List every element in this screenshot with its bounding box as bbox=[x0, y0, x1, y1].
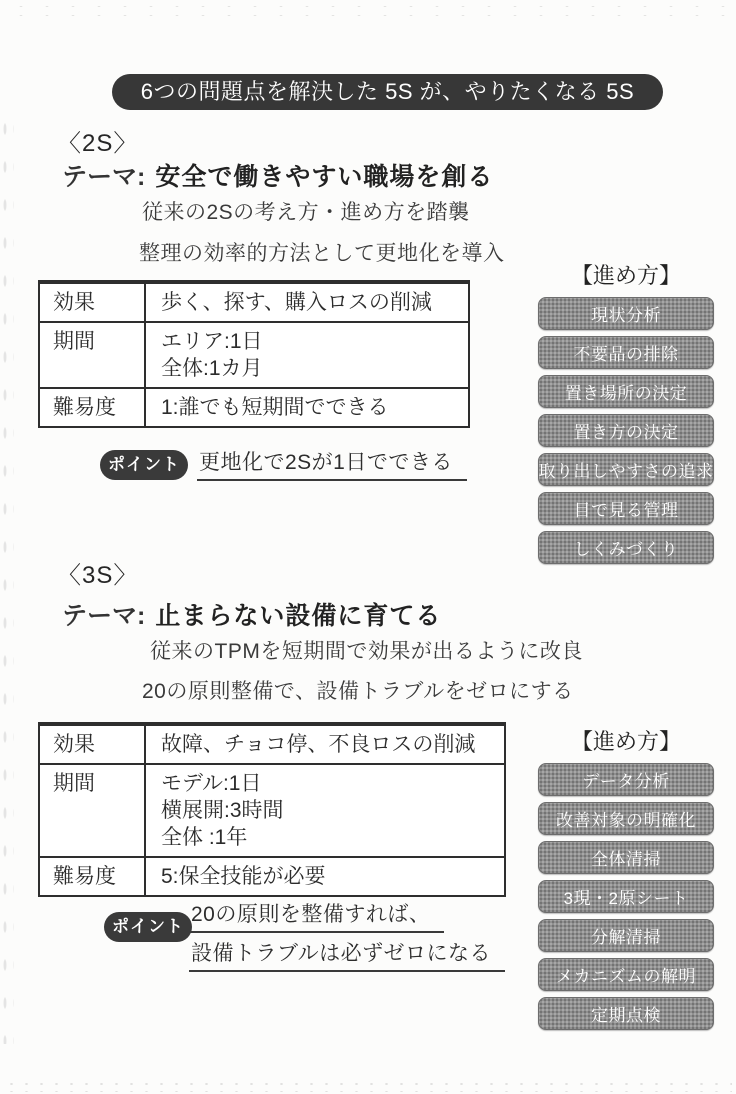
step-item: データ分析 bbox=[538, 763, 714, 796]
theme-line-2s bbox=[62, 157, 493, 193]
step-item: 置き方の決定 bbox=[538, 414, 714, 447]
table-row bbox=[40, 856, 504, 895]
point-text-2s bbox=[197, 446, 467, 485]
step-item: 不要品の排除 bbox=[538, 336, 714, 369]
desc-line: 20の原則整備で、設備トラブルをゼロにする bbox=[142, 680, 574, 703]
table-row-value: 歩く、探す、購入ロスの削減 bbox=[161, 291, 432, 314]
summary-table-3s bbox=[38, 722, 506, 897]
title-banner: 6つの問題点を解決した 5S が、やりたくなる 5S bbox=[112, 74, 663, 110]
theme-label: テーマ: bbox=[62, 163, 146, 191]
table-row bbox=[40, 321, 468, 387]
point-badge-2s: ポイント bbox=[100, 450, 188, 480]
table-row-label: 難易度 bbox=[40, 389, 146, 426]
table-row-value: 1:誰でも短期間でできる bbox=[161, 396, 389, 419]
table-row bbox=[40, 387, 468, 426]
steps-list-3s bbox=[538, 763, 714, 1030]
step-item: 定期点検 bbox=[538, 997, 714, 1030]
theme-text-3s: 止まらない設備に育てる bbox=[155, 602, 442, 630]
step-item: 目で見る管理 bbox=[538, 492, 714, 525]
desc-line: 整理の効率的方法として更地化を導入 bbox=[139, 242, 505, 265]
scan-noise-top bbox=[8, 2, 728, 16]
theme-line-3s bbox=[62, 596, 441, 632]
desc-line: 従来のTPMを短期間で効果が出るように改良 bbox=[150, 640, 583, 663]
summary-table-2s bbox=[38, 280, 470, 428]
section-tag-2s: 〈2S〉 bbox=[57, 130, 139, 157]
table-row-value: モデル:1日 横展開:3時間 全体 :1年 bbox=[161, 772, 284, 849]
table-row-value: 故障、チョコ停、不良ロスの削減 bbox=[161, 733, 476, 756]
step-item: 全体清掃 bbox=[538, 841, 714, 874]
step-item: 取り出しやすさの追求 bbox=[538, 453, 714, 486]
table-row-label: 期間 bbox=[40, 323, 146, 387]
steps-list-2s bbox=[538, 297, 714, 564]
steps-header-3s: 【進め方】 bbox=[570, 729, 681, 754]
table-row-value: エリア:1日 全体:1カ月 bbox=[161, 330, 263, 380]
scan-noise-bottom bbox=[4, 1080, 732, 1092]
point-text-3s bbox=[189, 898, 505, 976]
table-row-value: 5:保全技能が必要 bbox=[161, 865, 326, 888]
step-item: しくみづくり bbox=[538, 531, 714, 564]
step-item: 分解清掃 bbox=[538, 919, 714, 952]
step-item: メカニズムの解明 bbox=[538, 958, 714, 991]
table-row-label: 期間 bbox=[40, 765, 146, 856]
desc-line: 従来の2Sの考え方・進め方を踏襲 bbox=[142, 201, 470, 224]
table-row bbox=[40, 724, 504, 763]
scan-noise-left bbox=[0, 110, 14, 1044]
point-text-line: 更地化で2Sが1日でできる bbox=[197, 446, 467, 481]
theme-text-2s: 安全で働きやすい職場を創る bbox=[155, 163, 494, 191]
table-row bbox=[40, 763, 504, 856]
table-row-label: 効果 bbox=[40, 284, 146, 321]
steps-header-2s: 【進め方】 bbox=[570, 263, 681, 288]
point-badge-3s: ポイント bbox=[104, 912, 192, 942]
point-text-line: 設備トラブルは必ずゼロになる bbox=[189, 937, 505, 972]
point-text-line: 20の原則を整備すれば、 bbox=[189, 898, 444, 933]
table-row-label: 難易度 bbox=[40, 858, 146, 895]
step-item: 3現・2原シート bbox=[538, 880, 714, 913]
table-row bbox=[40, 282, 468, 321]
step-item: 現状分析 bbox=[538, 297, 714, 330]
theme-label: テーマ: bbox=[62, 602, 146, 630]
section-tag-3s: 〈3S〉 bbox=[57, 562, 139, 589]
step-item: 置き場所の決定 bbox=[538, 375, 714, 408]
table-row-label: 効果 bbox=[40, 726, 146, 763]
step-item: 改善対象の明確化 bbox=[538, 802, 714, 835]
